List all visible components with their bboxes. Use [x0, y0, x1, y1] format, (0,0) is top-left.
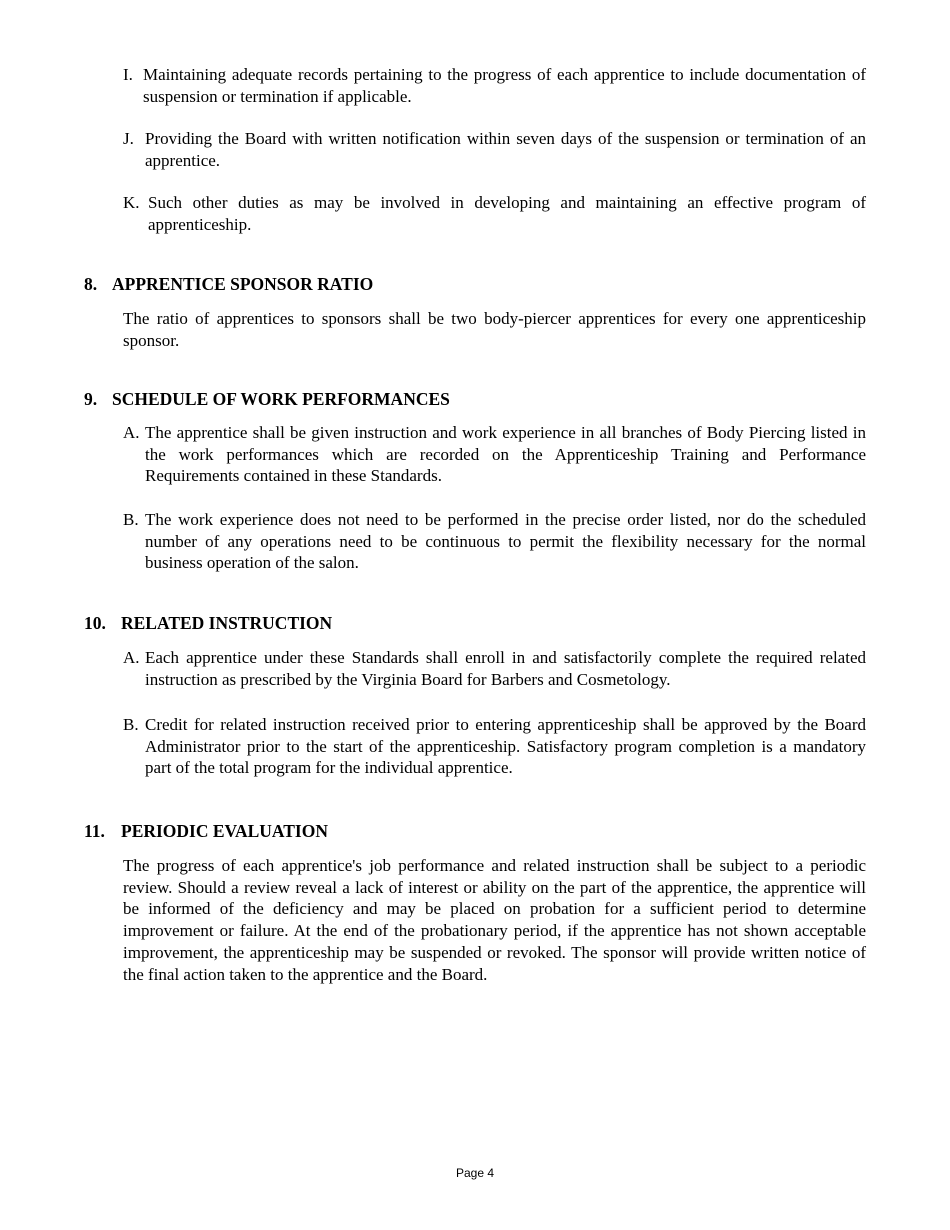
list-item-text: Each apprentice under these Standards shall enroll in and satisfactorily complete the required related instruction as prescribed by the Virginia Board for Barbers and Cosmetology. — [145, 648, 866, 689]
section-title: PERIODIC EVALUATION — [121, 821, 328, 841]
section-number: 10. — [84, 613, 106, 633]
list-item-text: The apprentice shall be given instruction and work experience in all branches of Body Piercing listed in the work performances which are recorded on the Apprenticeship Training and Performance Requirements contained in these Standards. — [145, 423, 866, 486]
list-item-text: Such other duties as may be involved in developing and maintaining an effective program of apprenticeship. — [148, 193, 866, 234]
list-item-letter: A. — [123, 423, 140, 442]
section-8-body: The ratio of apprentices to sponsors shall be two body-piercer apprentices for every one apprenticeship sponsor. — [123, 309, 866, 350]
section-11-body: The progress of each apprentice's job performance and related instruction shall be subject to a periodic review. Should a review reveal a lack of interest or ability on the part of the apprentice, the apprentice will be informed of the deficiency and may be placed on probation for a sufficient period to determine improvement or failure. At the end of the probationary period, if the apprentice has not shown acceptable improvement, the apprenticeship may be suspended or revoked. The sponsor will provide written notice of the final action taken to the apprentice and the Board. — [123, 856, 866, 984]
section-title: RELATED INSTRUCTION — [121, 613, 333, 633]
list-item-j — [123, 128, 866, 171]
page-number: Page 4 — [455, 1166, 495, 1180]
section-title: SCHEDULE OF WORK PERFORMANCES — [112, 389, 450, 409]
list-item-k — [123, 192, 866, 235]
section-10-heading — [84, 612, 332, 634]
section-9-item-b — [123, 509, 866, 574]
section-8-heading — [84, 273, 373, 295]
list-item-text: Credit for related instruction received prior to entering apprenticeship shall be approved by the Board Administrator prior to the start of the apprenticeship. Satisfactory program completion is a mandatory part of the total program for the individual apprentice. — [145, 715, 866, 778]
section-10-item-b — [123, 714, 866, 779]
section-10-item-a — [123, 647, 866, 690]
section-11-heading — [84, 820, 328, 842]
section-9-heading — [84, 388, 450, 410]
section-number: 8. — [84, 274, 98, 294]
list-item-text: Maintaining adequate records pertaining to the progress of each apprentice to include documentation of suspension or termination if applicable. — [143, 65, 866, 106]
section-number: 11. — [84, 821, 105, 841]
list-item-letter: J. — [123, 129, 134, 148]
list-item-letter: A. — [123, 648, 140, 667]
list-item-text: The work experience does not need to be performed in the precise order listed, nor do the scheduled number of any operations need to be continuous to permit the flexibility necessary for the normal business operation of the salon. — [145, 510, 866, 573]
section-number: 9. — [84, 389, 98, 409]
list-item-text: Providing the Board with written notification within seven days of the suspension or termination of an apprentice. — [145, 129, 866, 170]
list-item-i — [123, 64, 866, 107]
list-item-letter: K. — [123, 193, 140, 212]
list-item-letter: I. — [123, 65, 133, 84]
section-9-item-a — [123, 422, 866, 487]
section-title: APPRENTICE SPONSOR RATIO — [112, 274, 374, 294]
list-item-letter: B. — [123, 510, 139, 529]
list-item-letter: B. — [123, 715, 139, 734]
